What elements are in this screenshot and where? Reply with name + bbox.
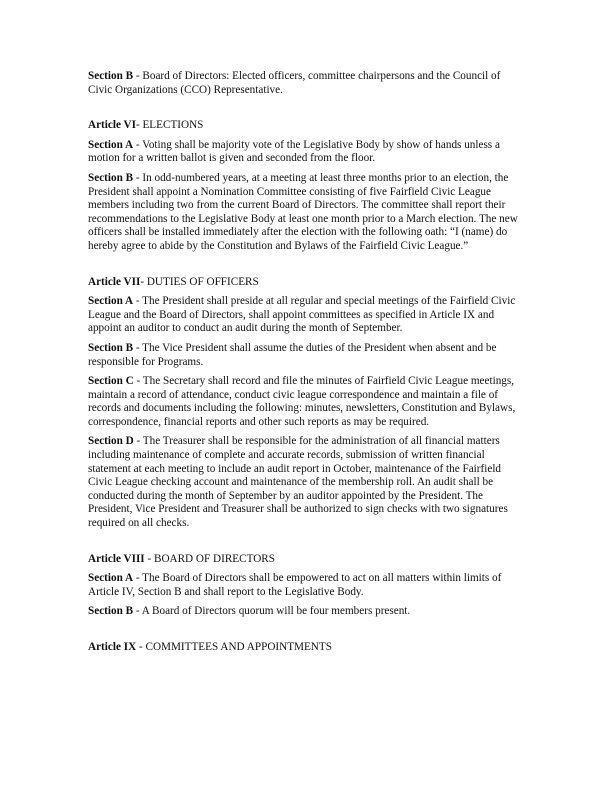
- section-label: Section B: [88, 341, 134, 354]
- section-text: - Voting shall be majority vote of the Legislative Body by show of hands unless a motion for a written ballot is given and seconded from the floor.: [88, 138, 500, 165]
- spacer: [88, 254, 526, 276]
- article-ix-heading: [88, 641, 526, 655]
- article-title: - ELECTIONS: [135, 119, 204, 132]
- section-label: Section A: [88, 295, 134, 308]
- article-label: Article IX: [88, 641, 137, 653]
- spacer: [88, 619, 526, 641]
- section-text: - A Board of Directors quorum will be four members present.: [133, 605, 411, 618]
- spacer: [88, 531, 526, 553]
- article-title: - BOARD OF DIRECTORS: [144, 552, 275, 565]
- section-text: - The Board of Directors shall be empowered to act on all matters within limits of Article IV, Section B and shall report to the Legislative Body.: [88, 572, 502, 598]
- article-vii-heading: [88, 276, 526, 290]
- section-label: Section A: [88, 138, 134, 151]
- section-text: - The Vice President shall assume the duties of the President when absent and be responsible for Programs.: [88, 341, 497, 368]
- section-text: - The President shall preside at all regular and special meetings of the Fairfield Civic League and the Board of Directors, shall appoint committees as specified in Article IX and appoint an auditor to conduct an audit during the month of September.: [88, 295, 516, 335]
- article-viii-heading: [88, 553, 526, 567]
- section-label: Section B: [88, 171, 134, 184]
- document-body: [88, 70, 526, 655]
- paragraph-article-viii-section-a: [88, 572, 526, 599]
- section-label: Section B: [88, 70, 134, 82]
- article-label: Article VII: [88, 275, 141, 288]
- paragraph-article-vii-section-d: [88, 435, 526, 530]
- section-text: - The Secretary shall record and file the minutes of Fairfield Civic League meetings, maintain a record of attendance, conduct civic league correspondence and maintain a file of records and documents including the following: minutes, newsletters, Constitution and Bylaws, correspondence, financial reports and other such reports as may be required.: [88, 375, 516, 428]
- article-title: - COMMITTEES AND APPOINTMENTS: [136, 641, 332, 653]
- section-text: - In odd-numbered years, at a meeting at least three months prior to an election, the President shall appoint a Nomination Committee consisting of five Fairfield Civic League members including two from the current Board of Directors. The committee shall report their recommendations to the Legislative Body at least one month prior to a March election. The new officers shall be installed immediately after the election with the following oath: “I (name) do hereby agree to abide by the Constitution and Bylaws of the Fairfield Civic League.”: [88, 171, 518, 252]
- section-label: Section B: [88, 605, 134, 618]
- article-label: Article VIII: [88, 552, 145, 565]
- paragraph-article-vii-section-b: [88, 342, 526, 369]
- article-title: - DUTIES OF OFFICERS: [140, 275, 259, 288]
- article-vi-heading: [88, 119, 526, 133]
- section-text: - Board of Directors: Elected officers, committee chairpersons and the Council of Civic Organizations (CCO) Representative.: [88, 70, 501, 96]
- section-label: Section D: [88, 435, 134, 448]
- paragraph-section-b-board: [88, 70, 526, 97]
- section-label: Section A: [88, 572, 134, 585]
- paragraph-article-vi-section-b: [88, 172, 526, 254]
- article-label: Article VI: [88, 119, 136, 132]
- section-label: Section C: [88, 375, 134, 388]
- spacer: [88, 97, 526, 119]
- section-text: - The Treasurer shall be responsible for the administration of all financial matters including maintenance of complete and accurate records, submission of written financial statement at each meeting to include an audit report in October, maintenance of the Fairfield Civic League checking account and maintenance of the membership roll. An audit shall be conducted during the month of September by an auditor appointed by the President. The President, Vice President and Treasurer shall be authorized to sign checks with two signatures required on all checks.: [88, 435, 508, 530]
- paragraph-article-vii-section-a: [88, 295, 526, 336]
- paragraph-article-viii-section-b: [88, 605, 526, 619]
- paragraph-article-vi-section-a: [88, 139, 526, 166]
- paragraph-article-vii-section-c: [88, 375, 526, 429]
